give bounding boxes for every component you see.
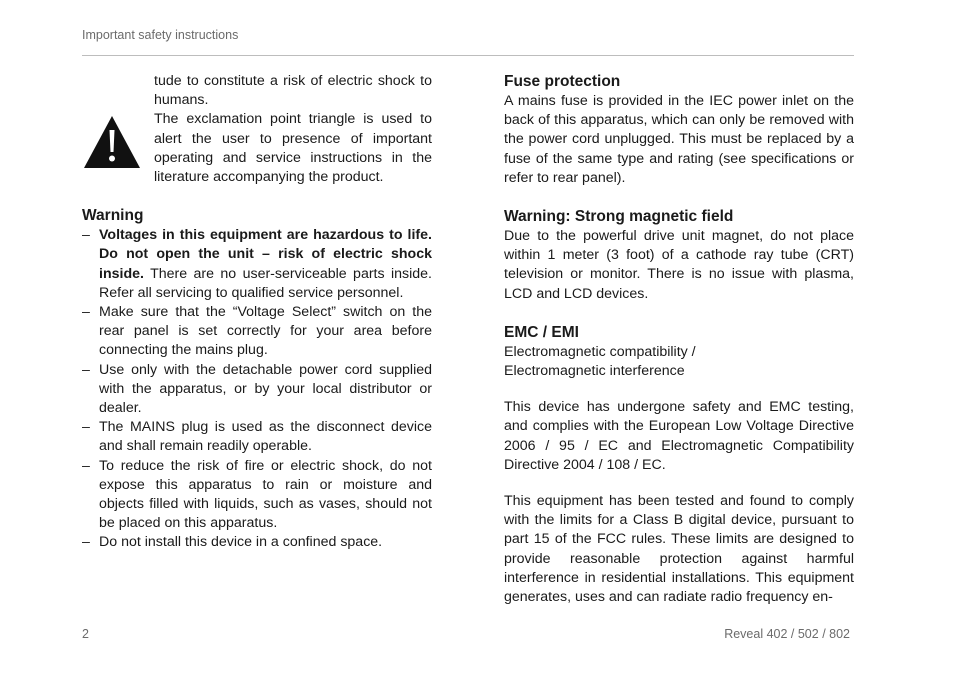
warning-item: – Make sure that the “Voltage Select” switch on the rear panel is set correctly for your area before connecting the mains plug. — [82, 304, 432, 359]
magnetic-body: Due to the powerful drive unit magnet, do not place within 1 meter (3 foot) of a cathode ray tube (CRT) television or monitor. There is no issue with plasma, LCD and LCD devices. — [504, 228, 854, 302]
warning-list — [82, 226, 432, 552]
emc-heading: EMC / EMI — [504, 323, 579, 341]
header-divider — [82, 55, 854, 56]
emc-paragraph-2: This equipment has been tested and found to comply with the limits for a Class B digital device, pursuant to part 15 of the FCC rules. These limits are designed to provide reasonable protection against harmful interference in residential installations. This equipment generates, uses and can radiate radio frequency en- — [504, 493, 854, 606]
emc-paragraph-1: This device has undergone safety and EMC testing, and complies with the European Low Voltage Directive 2006 / 95 / EC and Electromagnetic Compatibility Directive 2004 / 108 / EC. — [504, 399, 854, 473]
fuse-heading: Fuse protection — [504, 73, 621, 90]
warning-item: – To reduce the risk of fire or electric shock, do not expose this apparatus to rain or moisture and objects filled with liquids, such as vases, should not be placed on this apparatus. — [82, 457, 432, 532]
intro-text — [154, 72, 432, 187]
emc-subtitle: Electromagnetic compatibility / Electromagnetic interference — [504, 343, 696, 380]
warning-heading: Warning — [82, 207, 144, 225]
warning-item: – Do not install this device in a confined space. — [82, 534, 383, 551]
intro-block — [82, 72, 432, 187]
warning-item: – Voltages in this equipment are hazardous to life. Do not open the unit – risk of electric shock inside. There are no user-serviceable parts inside. Refer all servicing to qualified service personnel. — [82, 227, 432, 301]
left-column — [82, 72, 432, 553]
warning-item: – The MAINS plug is used as the disconnect device and shall remain readily operable. — [82, 419, 432, 455]
intro-paragraph-1: tude to constitute a risk of electric shock to humans. — [154, 73, 432, 109]
product-name: Reveal 402 / 502 / 802 — [724, 627, 850, 641]
intro-paragraph-2: The exclamation point triangle is used to alert the user to presence of important operating and service instructions in the literature accompanying the product. — [154, 111, 432, 186]
fuse-body: A mains fuse is provided in the IEC power inlet on the back of this apparatus, which can only be removed with the power cord unplugged. This must be replaced by a fuse of the same type and rating (see specifications or refer to rear panel). — [504, 93, 854, 186]
magnetic-heading: Warning: Strong magnetic field — [504, 208, 734, 226]
right-column — [504, 72, 854, 607]
warning-item: – Use only with the detachable power cord supplied with the apparatus, or by your local distributor or dealer. — [82, 361, 432, 417]
page-header: Important safety instructions — [82, 28, 239, 42]
exclamation-triangle-icon — [82, 114, 142, 170]
page-number: 2 — [82, 627, 89, 641]
